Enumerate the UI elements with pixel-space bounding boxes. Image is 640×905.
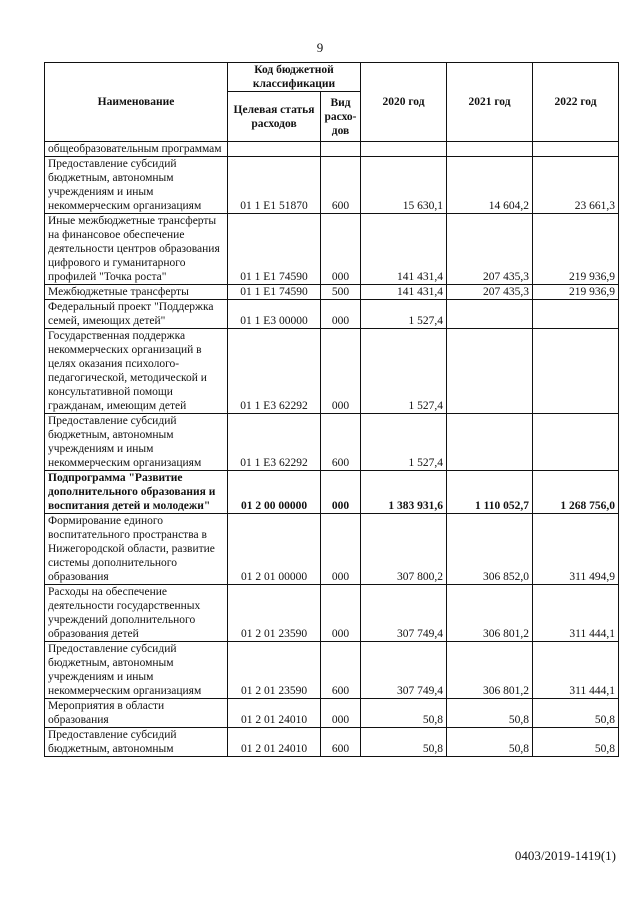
budget-table	[44, 62, 619, 757]
header-target: Целевая статья расходов	[228, 92, 321, 142]
row-name: Федеральный проект "Поддержка семей, имеющих детей"	[45, 300, 228, 329]
table-row	[45, 285, 619, 300]
row-value-2022	[533, 300, 619, 329]
table-row	[45, 585, 619, 642]
table-row	[45, 414, 619, 471]
header-name: Наименование	[45, 63, 228, 142]
row-value-2021: 207 435,3	[447, 214, 533, 285]
page-number: 9	[316, 40, 324, 55]
row-target-code: 01 1 E1 51870	[228, 157, 321, 214]
row-type-code: 600	[321, 642, 361, 699]
row-value-2022	[533, 414, 619, 471]
row-value-2022	[533, 142, 619, 157]
header-code-group: Код бюджетной классификации	[228, 63, 361, 92]
row-type-code: 600	[321, 414, 361, 471]
header-2021: 2021 год	[447, 63, 533, 142]
row-name: Предоставление субсидий бюджетным, автономным	[45, 728, 228, 757]
table-row	[45, 142, 619, 157]
row-value-2020: 1 383 931,6	[361, 471, 447, 514]
table-row	[45, 214, 619, 285]
row-type-code: 000	[321, 699, 361, 728]
table-row	[45, 642, 619, 699]
row-name: Государственная поддержка некоммерческих организаций в целях оказания психолого-педагогической, методической и консультативной помощи гражданам, имеющим детей	[45, 329, 228, 414]
row-name: Формирование единого воспитательного пространства в Нижегородской области, развитие системы дополнительного образования	[45, 514, 228, 585]
row-value-2021	[447, 414, 533, 471]
row-value-2021: 14 604,2	[447, 157, 533, 214]
row-value-2022: 219 936,9	[533, 285, 619, 300]
table-row	[45, 471, 619, 514]
table-row	[45, 728, 619, 757]
row-target-code: 01 2 00 00000	[228, 471, 321, 514]
row-value-2020: 1 527,4	[361, 300, 447, 329]
row-value-2020: 15 630,1	[361, 157, 447, 214]
row-target-code: 01 1 E3 00000	[228, 300, 321, 329]
row-value-2020: 141 431,4	[361, 285, 447, 300]
row-type-code: 000	[321, 471, 361, 514]
row-value-2020: 307 749,4	[361, 585, 447, 642]
table-body	[45, 142, 619, 757]
table-row	[45, 514, 619, 585]
header-2022: 2022 год	[533, 63, 619, 142]
row-target-code: 01 1 E3 62292	[228, 414, 321, 471]
row-value-2020	[361, 142, 447, 157]
row-name: Мероприятия в области образования	[45, 699, 228, 728]
row-value-2020: 307 749,4	[361, 642, 447, 699]
row-target-code: 01 2 01 24010	[228, 699, 321, 728]
row-name: Предоставление субсидий бюджетным, автономным учреждениям и иным некоммерческим организациям	[45, 642, 228, 699]
row-value-2022: 1 268 756,0	[533, 471, 619, 514]
row-value-2022: 219 936,9	[533, 214, 619, 285]
table-row	[45, 300, 619, 329]
row-value-2020: 307 800,2	[361, 514, 447, 585]
row-name: Предоставление субсидий бюджетным, автономным учреждениям и иным некоммерческим организациям	[45, 414, 228, 471]
table-row	[45, 699, 619, 728]
row-value-2022: 50,8	[533, 728, 619, 757]
row-type-code: 000	[321, 214, 361, 285]
document-code: 0403/2019-1419(1)	[514, 848, 616, 863]
row-value-2020: 50,8	[361, 699, 447, 728]
header-2020: 2020 год	[361, 63, 447, 142]
row-value-2021: 1 110 052,7	[447, 471, 533, 514]
row-name: Подпрограмма "Развитие дополнительного образования и воспитания детей и молодежи"	[45, 471, 228, 514]
table-row	[45, 157, 619, 214]
header-type: Вид расхо-дов	[321, 92, 361, 142]
row-value-2020: 1 527,4	[361, 329, 447, 414]
row-type-code	[321, 142, 361, 157]
row-value-2021: 306 801,2	[447, 585, 533, 642]
row-value-2021: 50,8	[447, 728, 533, 757]
row-value-2020: 1 527,4	[361, 414, 447, 471]
row-target-code: 01 2 01 24010	[228, 728, 321, 757]
row-type-code: 000	[321, 329, 361, 414]
row-name: Предоставление субсидий бюджетным, автономным учреждениям и иным некоммерческим организациям	[45, 157, 228, 214]
row-target-code: 01 1 E3 62292	[228, 329, 321, 414]
row-value-2021	[447, 329, 533, 414]
row-type-code: 600	[321, 728, 361, 757]
row-target-code: 01 1 E1 74590	[228, 214, 321, 285]
row-type-code: 000	[321, 514, 361, 585]
row-value-2022: 23 661,3	[533, 157, 619, 214]
row-target-code: 01 2 01 23590	[228, 585, 321, 642]
row-target-code: 01 1 E1 74590	[228, 285, 321, 300]
row-value-2021: 50,8	[447, 699, 533, 728]
row-type-code: 000	[321, 300, 361, 329]
row-value-2020: 141 431,4	[361, 214, 447, 285]
row-value-2022: 311 444,1	[533, 585, 619, 642]
row-value-2020: 50,8	[361, 728, 447, 757]
row-value-2021	[447, 142, 533, 157]
row-value-2021: 306 852,0	[447, 514, 533, 585]
table-row	[45, 329, 619, 414]
row-value-2021: 207 435,3	[447, 285, 533, 300]
row-type-code: 500	[321, 285, 361, 300]
row-type-code: 000	[321, 585, 361, 642]
row-type-code: 600	[321, 157, 361, 214]
row-target-code: 01 2 01 00000	[228, 514, 321, 585]
row-value-2022: 311 494,9	[533, 514, 619, 585]
row-target-code	[228, 142, 321, 157]
row-value-2021	[447, 300, 533, 329]
row-name: Расходы на обеспечение деятельности государственных учреждений дополнительного образования детей	[45, 585, 228, 642]
row-name: Иные межбюджетные трансферты на финансовое обеспечение деятельности центров образования цифрового и гуманитарного профилей "Точка роста"	[45, 214, 228, 285]
row-value-2021: 306 801,2	[447, 642, 533, 699]
row-target-code: 01 2 01 23590	[228, 642, 321, 699]
row-name: общеобразовательным программам	[45, 142, 228, 157]
row-value-2022: 311 444,1	[533, 642, 619, 699]
row-name: Межбюджетные трансферты	[45, 285, 228, 300]
row-value-2022	[533, 329, 619, 414]
row-value-2022: 50,8	[533, 699, 619, 728]
